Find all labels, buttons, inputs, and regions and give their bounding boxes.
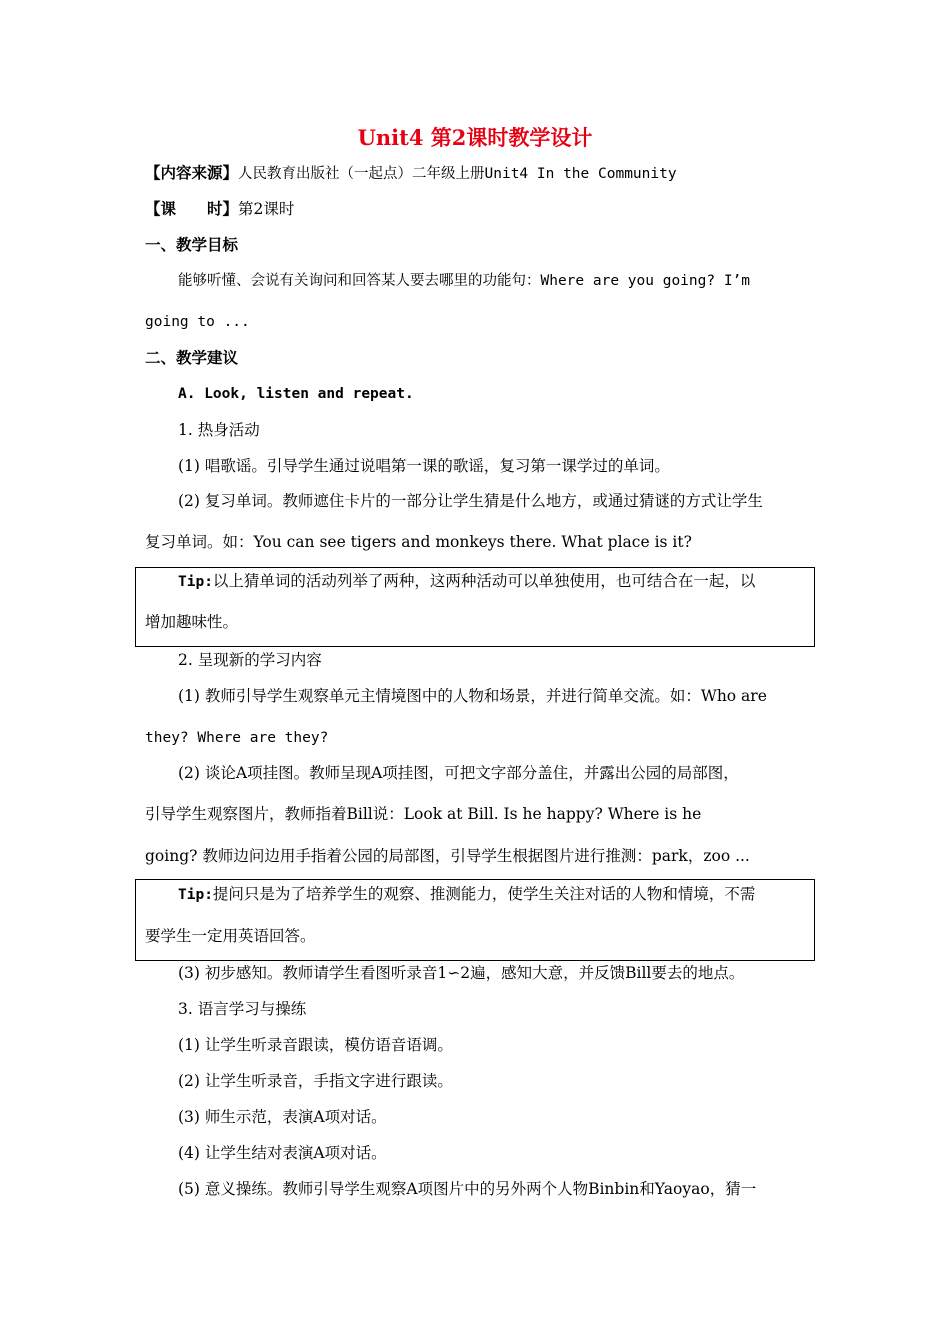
tip2-text-a: 提问只是为了培养学生的观察、推测能力，使学生关注对话的人物和情境，不需 <box>212 885 756 903</box>
step2-item-3: (3) 初步感知。教师请学生看图听录音1∽2遍，感知大意，并反馈Bill要去的地点。 <box>178 964 745 982</box>
source-line <box>145 162 677 185</box>
period-line <box>145 198 294 220</box>
step2-item-1-line1: (1) 教师引导学生观察单元主情境图中的人物和场景，并进行简单交流。如：Who are <box>178 687 767 705</box>
step1-item-2-line1: (2) 复习单词。教师遮住卡片的一部分让学生猜是什么地方，或通过猜谜的方式让学生 <box>178 492 763 510</box>
step3-item-1: (1) 让学生听录音跟读，模仿语音语调。 <box>178 1036 453 1054</box>
step2-item-2-line2: 引导学生观察图片，教师指着Bill说：Look at Bill. Is he happy? Where is he <box>145 805 702 823</box>
tip1-line2: 增加趣味性。 <box>145 613 239 631</box>
tip2-line1 <box>178 883 755 906</box>
step3-item-4: (4) 让学生结对表演A项对话。 <box>178 1144 387 1162</box>
source-value: 人民教育出版社（一起点）二年级上册Unit4 In the Community <box>238 166 677 182</box>
objective-line-2: going to ... <box>145 314 250 330</box>
step3-item-2: (2) 让学生听录音，手指文字进行跟读。 <box>178 1072 453 1090</box>
tip1-line1 <box>178 570 755 593</box>
step3-heading: 3. 语言学习与操练 <box>178 1000 307 1018</box>
step3-item-5: (5) 意义操练。教师引导学生观察A项图片中的另外两个人物Binbin和Yaoyao，猜一 <box>178 1180 757 1198</box>
document-title: Unit4 第2课时教学设计 <box>357 125 593 150</box>
tip1-label: Tip: <box>178 574 213 590</box>
tip1-text-a: 以上猜单词的活动列举了两种，这两种活动可以单独使用，也可结合在一起，以 <box>212 572 756 590</box>
period-label: 【课 时】 <box>145 199 239 218</box>
tip-box-1 <box>135 567 815 647</box>
tip2-line2: 要学生一定用英语回答。 <box>145 927 316 945</box>
section2-heading: 二、教学建议 <box>145 348 239 367</box>
step1-heading: 1. 热身活动 <box>178 421 260 439</box>
step1-item-2-line2: 复习单词。如：You can see tigers and monkeys there. What place is it? <box>145 533 692 551</box>
objective-line-1: 能够听懂、会说有关询问和回答某人要去哪里的功能句：Where are you going? I’m <box>178 273 751 289</box>
tip-box-2 <box>135 879 815 961</box>
step1-item-1: (1) 唱歌谣。引导学生通过说唱第一课的歌谣，复习第一课学过的单词。 <box>178 457 670 475</box>
step3-item-3: (3) 师生示范，表演A项对话。 <box>178 1108 387 1126</box>
step2-item-2-line1: (2) 谈论A项挂图。教师呈现A项挂图，可把文字部分盖住，并露出公园的局部图， <box>178 764 739 782</box>
step2-item-2-line3: going? 教师边问边用手指着公园的局部图，引导学生根据图片进行推测：park，zoo ... <box>145 847 750 865</box>
step2-heading: 2. 呈现新的学习内容 <box>178 651 322 669</box>
source-label: 【内容来源】 <box>145 163 239 182</box>
period-value: 第2课时 <box>238 200 295 218</box>
section1-heading: 一、教学目标 <box>145 235 239 254</box>
tip2-label: Tip: <box>178 887 213 903</box>
part-a-heading: A. Look, listen and repeat. <box>178 386 414 402</box>
step2-item-1-line2: they? Where are they? <box>145 730 329 746</box>
